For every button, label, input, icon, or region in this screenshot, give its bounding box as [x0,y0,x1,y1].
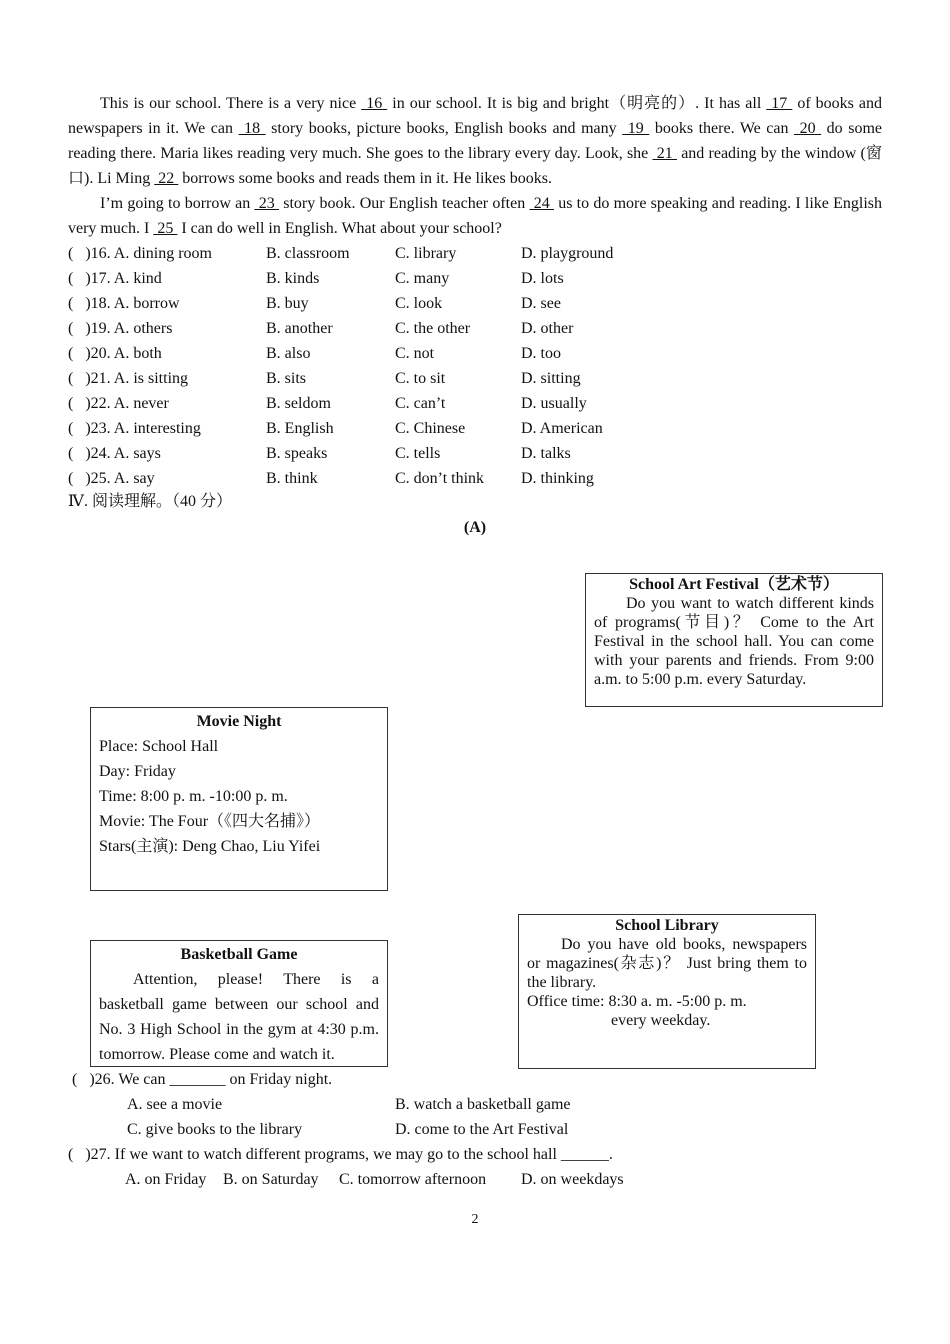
option-d: D. American [521,420,603,437]
movie-night-line: Day: Friday [99,763,176,780]
option-d: D. usually [521,395,587,412]
question-26-option-a: A. see a movie [127,1096,223,1113]
question-option-a: ( )17. A. kind [68,270,162,287]
option-c: C. tells [395,445,441,462]
option-b: B. buy [266,295,309,312]
section-heading: Ⅳ. 阅读理解。（40 分） [68,493,232,510]
art-festival-body: Do you want to watch different kinds of programs(节目)？ Come to the Art Festival in the school hall. You can come with your parents and friends. From 9:00 a.m. to 5:00 p.m. every Saturday. [594,595,874,688]
option-d: D. playground [521,245,614,262]
option-c: C. the other [395,320,471,337]
option-row [68,466,882,491]
option-row [68,291,882,316]
question-27: ( )27. If we want to watch different programs, we may go to the school hall ______. [68,1146,613,1163]
option-row [68,316,882,341]
option-d: D. sitting [521,370,581,387]
option-b: B. classroom [266,245,350,262]
question-option-a: ( )23. A. interesting [68,420,201,437]
question-26-option-d: D. come to the Art Festival [395,1121,569,1138]
passage-text: story books, picture books, English books and many [265,120,623,137]
question-option-a: ( )16. A. dining room [68,245,212,262]
movie-night-line: Place: School Hall [99,738,219,755]
option-row [68,416,882,441]
passage-paragraph-2 [68,191,882,241]
answer-blank: 20 [794,120,822,137]
option-b: B. also [266,345,311,362]
passage-text: I’m going to borrow an [100,195,255,212]
question-26-option-b: B. watch a basketball game [395,1096,571,1113]
option-c: C. can’t [395,395,446,412]
passage-text: do some reading there. Maria likes reading very much. She goes to the library every day. Look, she [68,120,883,162]
question-option-a: ( )25. A. say [68,470,155,487]
option-b: B. think [266,470,318,487]
movie-night-title: Movie Night [196,713,282,730]
library-body: Do you have old books, newspapers or magazines(杂志)？ Just bring them to the library. [527,936,807,991]
library-hours: Office time: 8:30 a. m. -5:00 p. m. [527,993,747,1010]
option-c: C. look [395,295,443,312]
library-box [518,914,816,1069]
passage-text: books there. We can [649,120,795,137]
question-26: ( )26. We can _______ on Friday night. [72,1071,333,1088]
question-option-a: ( )24. A. says [68,445,161,462]
passage-text: I can do well in English. What about your school? [177,220,502,237]
option-d: D. lots [521,270,564,287]
option-row [68,366,882,391]
passage-text: borrows some books and reads them in it. He likes books. [178,170,552,187]
movie-night-line: Time: 8:00 p. m. -10:00 p. m. [99,788,288,805]
question-27-option-b: B. on Saturday [223,1171,319,1188]
option-b: B. speaks [266,445,328,462]
option-c: C. many [395,270,450,287]
question-27-option-d: D. on weekdays [521,1171,624,1188]
option-b: B. kinds [266,270,320,287]
option-c: C. don’t think [395,470,485,487]
option-d: D. see [521,295,561,312]
question-option-a: ( )21. A. is sitting [68,370,189,387]
option-row [68,241,882,266]
answer-blank: 21 [652,145,677,162]
library-title: School Library [615,917,719,934]
passage-paragraph-1 [68,91,882,191]
option-row [68,266,882,291]
answer-blank: 24 [529,195,554,212]
question-option-a: ( )19. A. others [68,320,173,337]
passage-text: of books and newspapers in it. We can [68,95,883,137]
passage-text: story book. Our English teacher often [278,195,530,212]
option-row [68,341,882,366]
option-d: D. talks [521,445,571,462]
option-b: B. sits [266,370,307,387]
option-c: C. library [395,245,457,262]
answer-blank: 17 [766,95,793,112]
answer-blank: 25 [153,220,178,237]
answer-blank: 16 [361,95,388,112]
passage-text: us to do more speaking and reading. I like English very much. I [68,195,883,237]
question-27-option-c: C. tomorrow afternoon [339,1171,487,1188]
library-days: every weekday. [611,1012,711,1029]
option-c: C. to sit [395,370,446,387]
passage-text: This is our school. There is a very nice [100,95,362,112]
option-d: D. too [521,345,561,362]
question-option-a: ( )20. A. both [68,345,162,362]
subsection-label: (A) [463,519,487,536]
option-b: B. seldom [266,395,331,412]
answer-blank: 22 [154,170,179,187]
question-26-option-c: C. give books to the library [127,1121,303,1138]
question-option-a: ( )18. A. borrow [68,295,180,312]
option-d: D. thinking [521,470,594,487]
option-d: D. other [521,320,574,337]
page-number: 2 [471,1212,479,1227]
option-row [68,441,882,466]
movie-night-box [90,707,388,891]
art-festival-box [585,573,883,707]
passage-text: and reading by the window (窗口). Li Ming [68,145,883,187]
movie-night-line: Movie: The Four（《四大名捕》） [99,813,321,830]
movie-night-details [91,734,387,859]
option-b: B. another [266,320,333,337]
basketball-box [90,940,388,1067]
movie-night-line: Stars(主演): Deng Chao, Liu Yifei [99,838,321,855]
passage-text: in our school. It is big and bright（明亮的）. It has all [387,95,767,112]
question-option-a: ( )22. A. never [68,395,169,412]
answer-blank: 23 [254,195,279,212]
option-b: B. English [266,420,334,437]
basketball-title: Basketball Game [180,946,298,963]
option-c: C. not [395,345,435,362]
basketball-body: Attention, please! There is a basketball game between our school and No. 3 High School in the gym at 4:30 p.m. tomorrow. Please come and watch it. [99,971,379,1063]
option-c: C. Chinese [395,420,466,437]
answer-blank: 19 [622,120,650,137]
option-row [68,391,882,416]
question-27-option-a: A. on Friday [125,1171,207,1188]
art-festival-title: School Art Festival（艺术节） [629,576,839,593]
answer-blank: 18 [238,120,266,137]
